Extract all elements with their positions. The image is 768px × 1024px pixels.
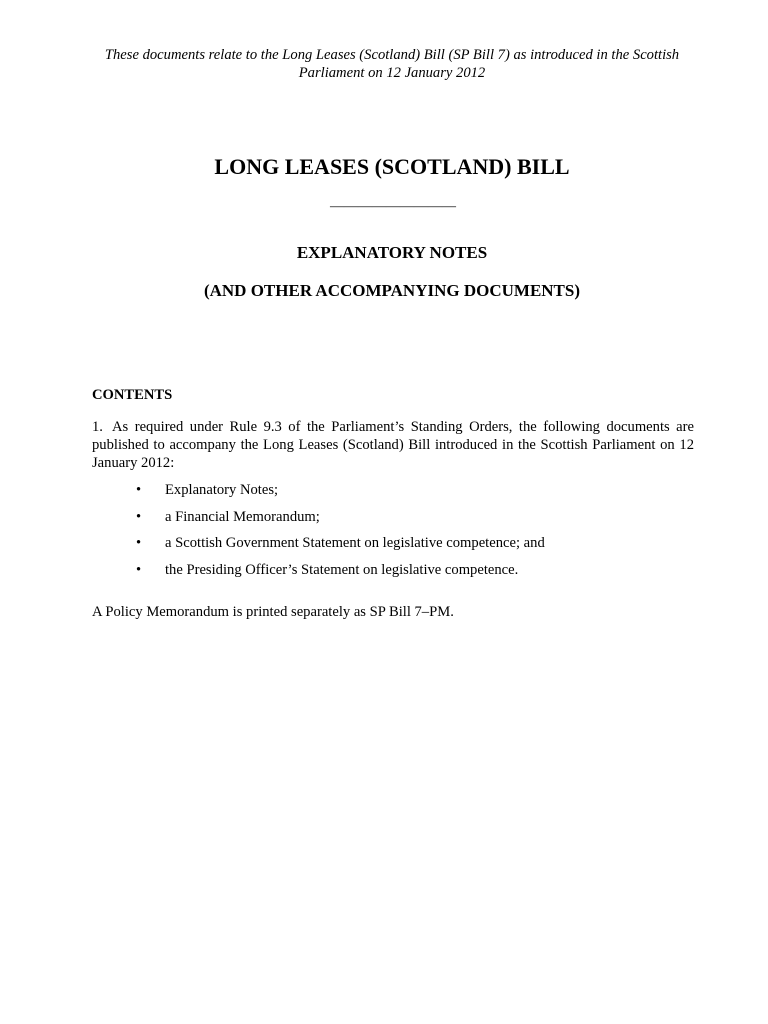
document-title: LONG LEASES (SCOTLAND) BILL [214, 154, 570, 179]
closing-note: A Policy Memorandum is printed separately as SP Bill 7–PM. [92, 604, 454, 620]
list-item [92, 534, 694, 561]
contents-heading: CONTENTS [92, 387, 173, 403]
list-item [92, 561, 694, 588]
explanatory-notes-heading: EXPLANATORY NOTES [296, 243, 488, 262]
list-item [92, 508, 694, 535]
bullet-icon: • [136, 561, 142, 578]
title-divider: ————————— [330, 202, 456, 212]
list-item-text: Explanatory Notes; [165, 482, 279, 498]
paragraph-number: 1. [92, 419, 103, 435]
list-item-text: a Financial Memorandum; [165, 508, 320, 525]
list-item [92, 481, 694, 508]
paragraph-1 [92, 418, 694, 472]
bullet-icon: • [136, 482, 142, 498]
list-item-text: the Presiding Officer’s Statement on legislative competence. [165, 561, 519, 578]
header-note: These documents relate to the Long Leases (Scotland) Bill (SP Bill 7) as introduced in the Scottish Parliament on 12 January 2012 [104, 47, 680, 81]
document-list [92, 481, 694, 587]
bullet-icon: • [136, 535, 142, 551]
list-item-text: a Scottish Government Statement on legislative competence; and [165, 535, 545, 551]
bullet-icon: • [136, 508, 142, 525]
accompanying-documents-heading: (AND OTHER ACCOMPANYING DOCUMENTS) [203, 281, 581, 300]
paragraph-text: As required under Rule 9.3 of the Parliament’s Standing Orders, the following documents are published to accompany the Long Leases (Scotland) Bill introduced in the Scottish Parliament on 12 January 2012: [92, 419, 694, 471]
